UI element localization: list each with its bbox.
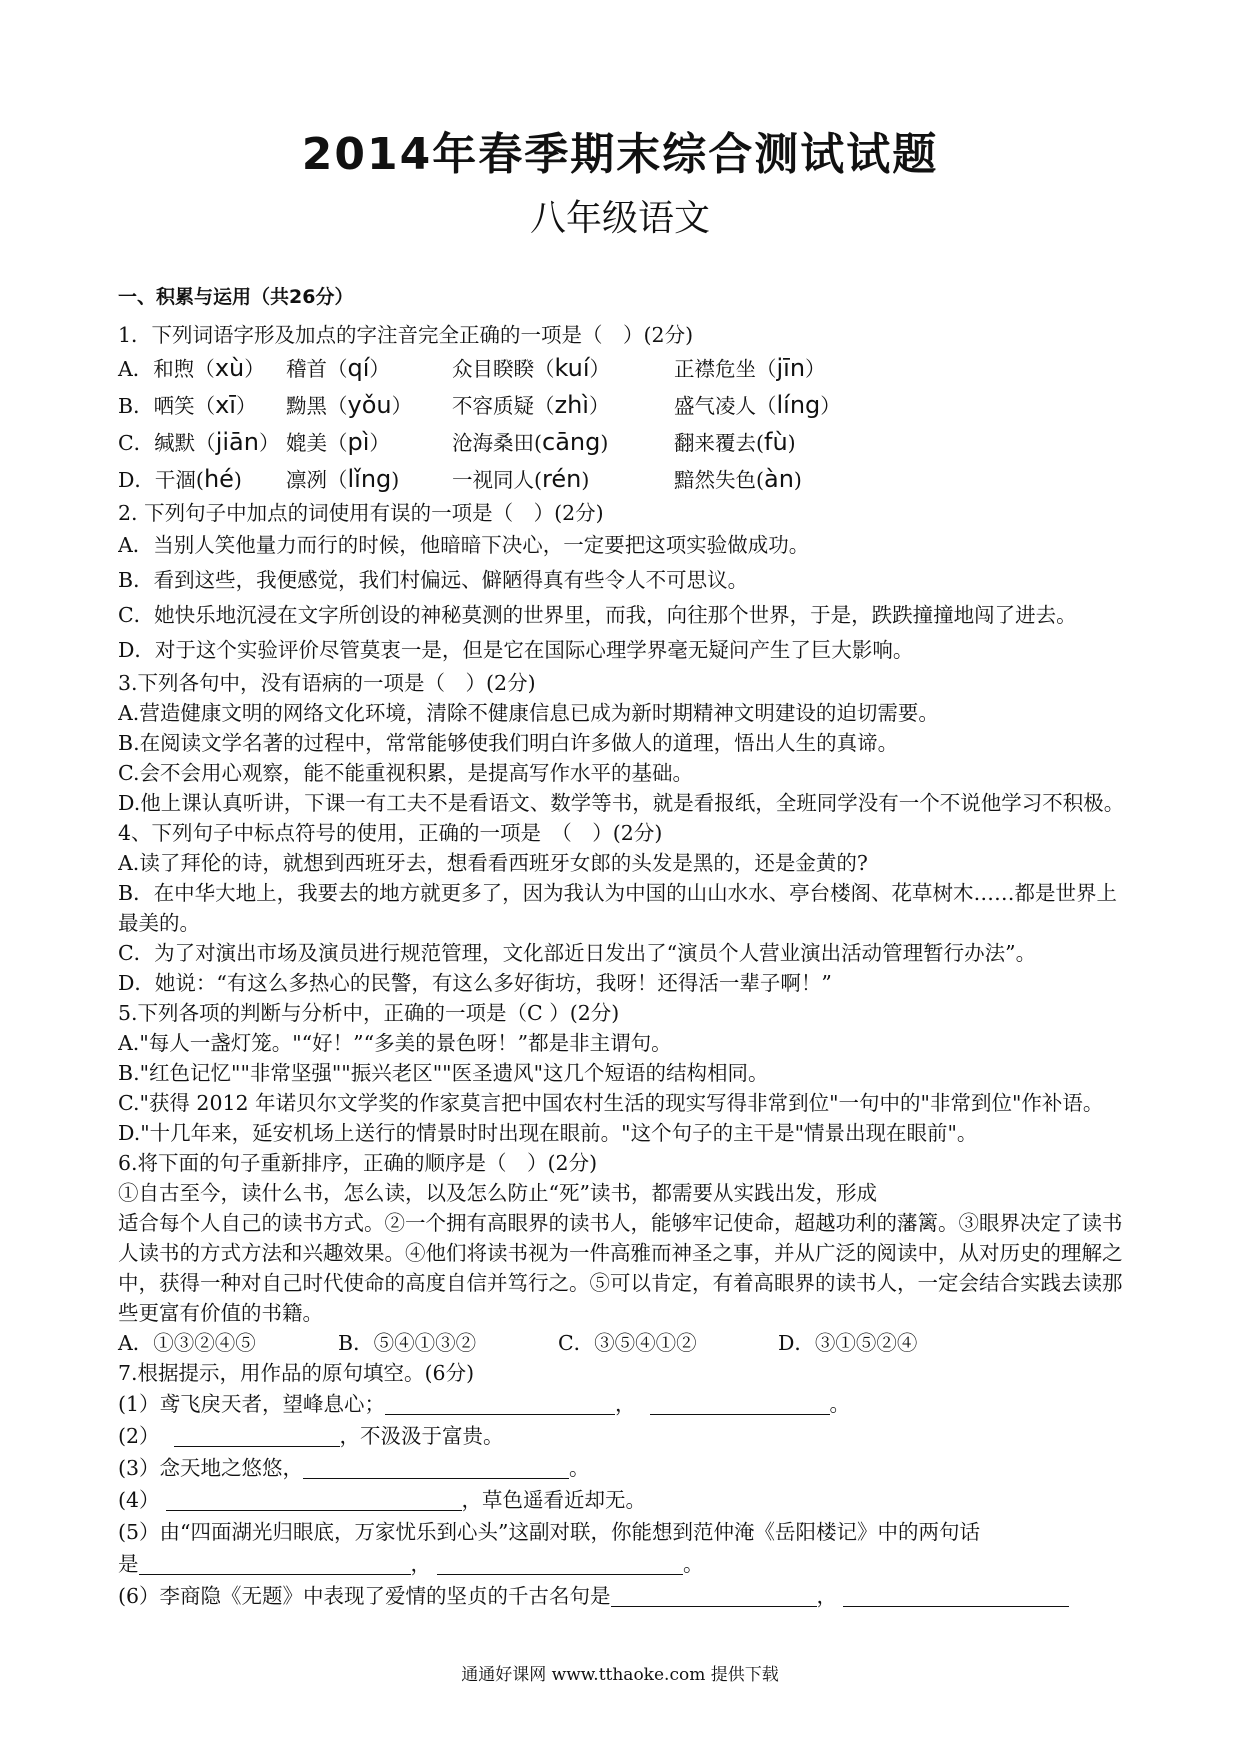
option-b: B."红色记忆""非常坚强""振兴老区""医圣遗风"这几个短语的结构相同。: [118, 1061, 769, 1085]
question-1-options: [118, 350, 1128, 498]
passage-line: ①自古至今，读什么书，怎么读，以及怎么防止“死”读书，都需要从实践出发，形成: [118, 1181, 877, 1205]
question-5-stem: 5.下列各项的判断与分析中，正确的一项是（C ）(2分): [118, 1001, 620, 1025]
option-row-c: [118, 424, 1128, 461]
fill-item-5-prompt: (5）由“四面湖光归眼底，万家忧乐到心头”这副对联，你能想到范仲淹《岳阳楼记》中的两句话: [118, 1520, 980, 1544]
option-c: C．③⑤④①②: [558, 1331, 697, 1355]
option-cell: 众目睽睽（kuí）: [452, 354, 611, 382]
option-cell: 沧海桑田(cāng): [452, 428, 609, 456]
option-cell: 正襟危坐（jīn）: [674, 354, 826, 382]
option-cell: 媲美（pì）: [286, 428, 390, 456]
fill-item-6: (6）李商隐《无题》中表现了爱情的坚贞的千古名句是 ，: [118, 1580, 1128, 1612]
option-cell: 翻来覆去(fù): [674, 428, 796, 456]
question-6-options: [118, 1328, 1128, 1358]
question-3-stem: 3.下列各句中，没有语病的一项是（ ）(2分): [118, 671, 536, 695]
question-1-stem: 1．下列词语字形及加点的字注音完全正确的一项是（ ）(2分): [118, 323, 694, 347]
exam-content: [118, 282, 1128, 1612]
option-b: B．在中华大地上，我要去的地方就更多了，因为我认为中国的山山水水、亭台楼阁、花草树木……都是世界上最美的。: [118, 881, 1118, 935]
option-cell: 盛气凌人（líng）: [674, 391, 841, 419]
option-cell: 黝黑（yǒu）: [286, 391, 413, 419]
fill-item-1: (1）鸢飞戾天者，望峰息心； ， 。: [118, 1392, 851, 1416]
section-heading: 一、积累与运用（共26分）: [118, 286, 354, 308]
answer-blank[interactable]: [166, 1488, 462, 1511]
option-cell: D．干涸(hé): [118, 465, 242, 493]
option-row-d: [118, 461, 1128, 498]
answer-blank[interactable]: [303, 1456, 569, 1479]
page-subtitle: 八年级语文: [529, 198, 710, 239]
option-c: C.会不会用心观察，能不能重视积累，是提高写作水平的基础。: [118, 761, 693, 785]
answer-blank[interactable]: [611, 1584, 817, 1607]
option-cell: B．哂笑（xī）: [118, 391, 257, 419]
option-d: D．对于这个实验评价尽管莫衷一是，但是它在国际心理学界毫无疑问产生了巨大影响。: [118, 638, 914, 662]
answer-blank[interactable]: [385, 1392, 615, 1415]
option-cell: 不容质疑（zhì）: [452, 391, 610, 419]
option-a: A.读了拜伦的诗，就想到西班牙去，想看看西班牙女郎的头发是黑的，还是金黄的?: [118, 851, 868, 875]
option-c: C．她快乐地沉浸在文字所创设的神秘莫测的世界里，而我，向往那个世界，于是，跌跌撞撞地闯了进去。: [118, 603, 1077, 627]
option-c: C．为了对演出市场及演员进行规范管理，文化部近日发出了“演员个人营业演出活动管理暂行办法”。: [118, 941, 1037, 965]
option-b: B．⑤④①③②: [338, 1331, 477, 1355]
option-cell: 黯然失色(àn): [674, 465, 802, 493]
option-d: D."十几年来，延安机场上送行的情景时时出现在眼前。"这个句子的主干是"情景出现在眼前"。: [118, 1121, 978, 1145]
option-cell: C．缄默（jiān）: [118, 428, 280, 456]
fill-item-5: 是 ， 。: [118, 1552, 704, 1576]
option-row-a: [118, 350, 1128, 387]
page-title: 2014年春季期末综合测试试题: [301, 129, 939, 180]
fill-item-4: (4） ，草色遥看近却无。: [118, 1488, 647, 1512]
option-a: A．①③②④⑤: [118, 1331, 256, 1355]
fill-in-items: [118, 1388, 1128, 1612]
page-footer: 通通好课网 www.tthaoke.com 提供下载: [461, 1665, 779, 1685]
option-a: A."每人一盏灯笼。"“好！”“多美的景色呀！”都是非主谓句。: [118, 1031, 672, 1055]
question-6-stem: 6.将下面的句子重新排序，正确的顺序是（ ）(2分): [118, 1151, 598, 1175]
answer-blank[interactable]: [843, 1584, 1069, 1607]
option-cell: 一视同人(rén): [452, 465, 590, 493]
passage-text: 适合每个人自己的读书方式。②一个拥有高眼界的读书人，能够牢记使命，超越功利的藩篱。③眼界决定了读书人读书的方式方法和兴趣效果。④他们将读书视为一件高雅而神圣之事，并从广泛的阅读中，从对历史的理解之中，获得一种对自己时代使命的高度自信并笃行之。⑤可以肯定，有着高眼界的读书人，一定会结合实践去读那些更富有价值的书籍。: [118, 1211, 1123, 1325]
question-2-stem: 2. 下列句子中加点的词使用有误的一项是（ ）(2分): [118, 501, 604, 525]
option-a: A.营造健康文明的网络文化环境，清除不健康信息已成为新时期精神文明建设的迫切需要。: [118, 701, 939, 725]
option-c: C."获得 2012 年诺贝尔文学奖的作家莫言把中国农村生活的现实写得非常到位"一句中的"非常到位"作补语。: [118, 1091, 1104, 1115]
fill-item-2: (2） ，不汲汲于富贵。: [118, 1424, 504, 1448]
answer-blank[interactable]: [650, 1392, 830, 1415]
option-d: D．她说：“有这么多热心的民警，有这么多好街坊，我呀！还得活一辈子啊！”: [118, 971, 832, 995]
option-d: D．③①⑤②④: [778, 1331, 918, 1355]
option-b: B．看到这些，我便感觉，我们村偏远、僻陋得真有些令人不可思议。: [118, 568, 749, 592]
option-row-b: [118, 387, 1128, 424]
option-a: A．当别人笑他量力而行的时候，他暗暗下决心，一定要把这项实验做成功。: [118, 533, 810, 557]
answer-blank[interactable]: [437, 1552, 683, 1575]
question-4-stem: 4、下列句子中标点符号的使用，正确的一项是 （ ）(2分): [118, 821, 663, 845]
option-d: D.他上课认真听讲，下课一有工夫不是看语文、数学等书，就是看报纸，全班同学没有一个不说他学习不积极。: [118, 791, 1125, 815]
fill-item-3: (3）念天地之悠悠， 。: [118, 1456, 590, 1480]
option-cell: 稽首（qí）: [286, 354, 390, 382]
question-7-stem: 7.根据提示，用作品的原句填空。(6分): [118, 1361, 475, 1385]
answer-blank[interactable]: [174, 1424, 340, 1447]
answer-blank[interactable]: [139, 1552, 411, 1575]
option-cell: A．和煦（xù）: [118, 354, 265, 382]
option-cell: 凛冽（lǐng): [286, 465, 400, 493]
option-b: B.在阅读文学名著的过程中，常常能够使我们明白许多做人的道理，悟出人生的真谛。: [118, 731, 899, 755]
